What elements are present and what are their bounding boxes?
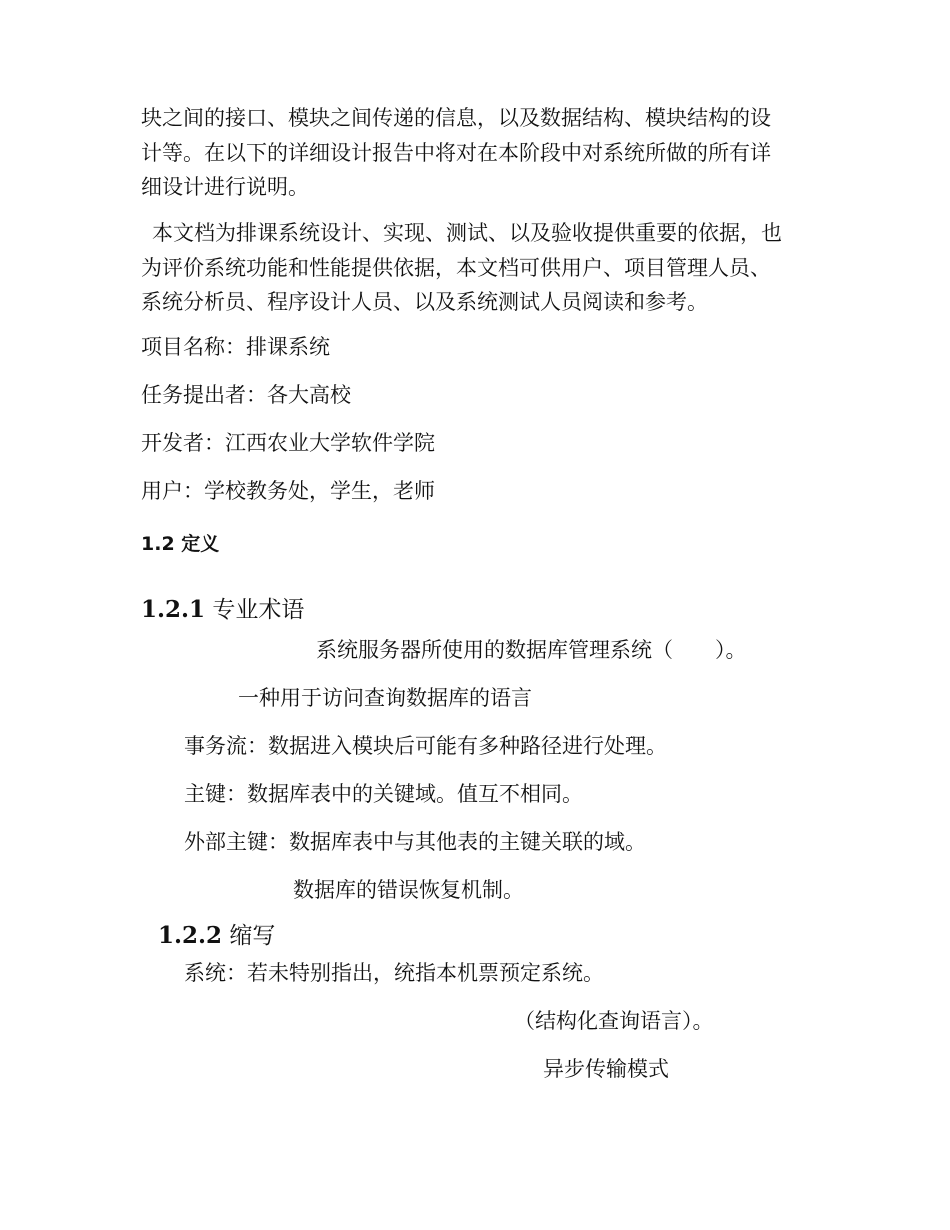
term-primary-key: 主键：数据库表中的关键域。值互不相同。: [184, 782, 583, 806]
term-query-language: 一种用于访问查询数据库的语言: [238, 686, 532, 710]
project-users: 用户：学校教务处，学生，老师: [141, 479, 435, 503]
intro-p2-line-2: 为评价系统功能和性能提供依据，本文档可供用户、项目管理人员、: [141, 256, 771, 280]
section-1-2-2-title: 缩写: [229, 923, 276, 949]
intro-p2-line-3: 系统分析员、程序设计人员、以及系统测试人员阅读和参考。: [141, 290, 708, 314]
section-1-2-2-heading: [158, 921, 275, 951]
section-1-2-2-number: 1.2.2: [158, 922, 223, 949]
project-proposer: 任务提出者：各大高校: [141, 383, 351, 407]
intro-p2-line-1: 本文档为排课系统设计、实现、测试、以及验收提供重要的依据，也: [152, 221, 782, 245]
intro-p1-line-2: 计等。在以下的详细设计报告中将对在本阶段中对系统所做的所有详: [141, 141, 771, 165]
term-recovery: 数据库的错误恢复机制。: [293, 878, 524, 902]
project-name: 项目名称：排课系统: [141, 335, 330, 359]
section-1-2-heading: 1.2 定义: [141, 533, 220, 555]
term-transaction-flow: 事务流：数据进入模块后可能有多种路径进行处理。: [184, 734, 667, 758]
term-foreign-key: 外部主键：数据库表中与其他表的主键关联的域。: [184, 830, 646, 854]
project-developer: 开发者：江西农业大学软件学院: [141, 431, 435, 455]
intro-p1-line-3: 细设计进行说明。: [141, 175, 309, 199]
intro-p1-line-1: 块之间的接口、模块之间传递的信息，以及数据结构、模块结构的设: [141, 106, 771, 130]
abbr-sql: （结构化查询语言）。: [514, 1009, 714, 1033]
section-1-2-1-heading: [141, 595, 304, 625]
section-1-2-1-number: 1.2.1: [141, 596, 206, 623]
term-dbms: 系统服务器所使用的数据库管理系统（ ）。: [316, 638, 747, 662]
abbr-atm: 异步传输模式: [543, 1057, 669, 1081]
section-1-2-1-title: 专业术语: [212, 597, 305, 623]
abbr-system: 系统：若未特别指出，统指本机票预定系统。: [184, 961, 604, 985]
